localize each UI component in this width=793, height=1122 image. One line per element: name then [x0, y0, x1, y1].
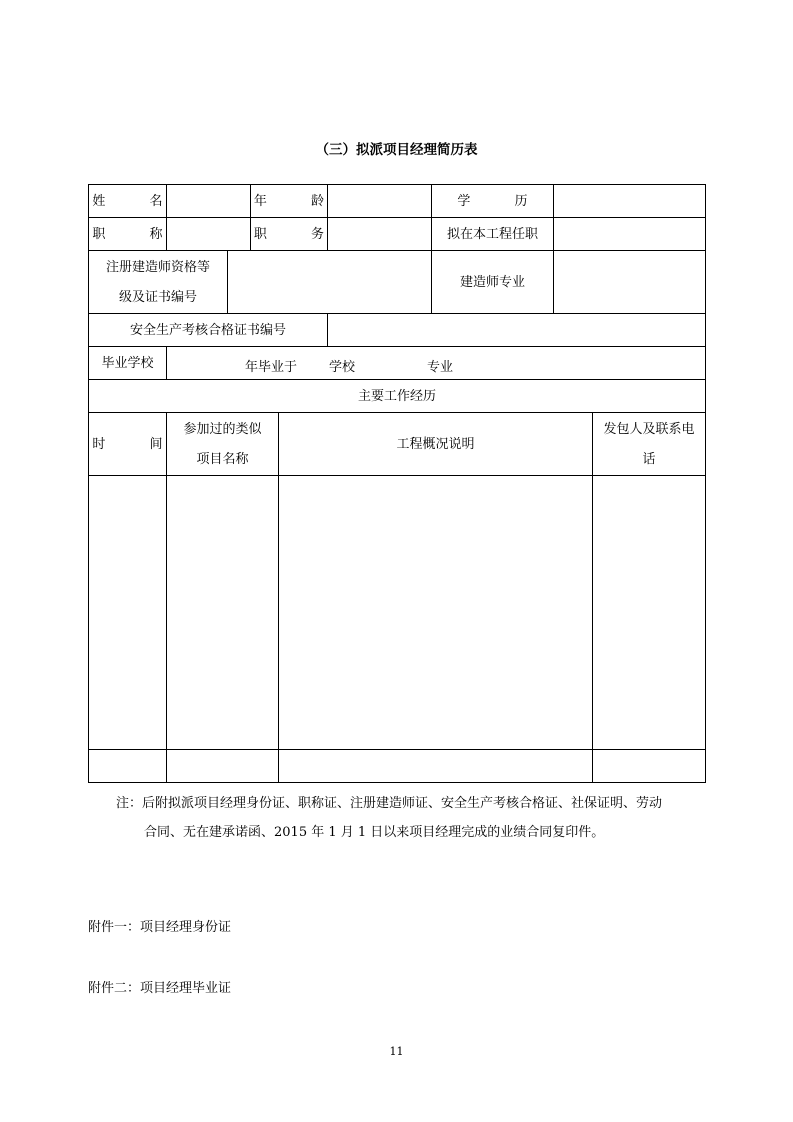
name-field[interactable]: [167, 185, 250, 217]
builder-cert-label: 注册建造师资格等 级及证书编号: [105, 260, 210, 305]
position-label: 拟在本工程任职: [446, 226, 538, 242]
work-history-header: 主要工作经历: [357, 388, 436, 404]
history-project-field-extra[interactable]: [167, 750, 278, 782]
attachment-2: 附件二：项目经理毕业证: [88, 981, 232, 996]
graduation-year-text: 年毕业于: [245, 360, 298, 375]
age-field[interactable]: [328, 185, 431, 217]
history-time-header: 时 间: [92, 436, 183, 452]
history-description-field[interactable]: [279, 476, 592, 749]
duty-field[interactable]: [328, 218, 431, 250]
builder-cert-field[interactable]: [228, 251, 431, 313]
age-label: 年 龄: [253, 193, 345, 209]
duty-label: 职 务: [253, 226, 345, 242]
history-contractor-field-extra[interactable]: [593, 750, 705, 782]
builder-specialty-label: 建造师专业: [459, 274, 525, 290]
school-word-text: 学校: [329, 360, 356, 375]
title-label: 职 称: [92, 226, 183, 242]
title-field[interactable]: [167, 218, 250, 250]
history-description-header: 工程概况说明: [396, 436, 475, 452]
major-word-text: 专业: [427, 360, 454, 375]
position-field[interactable]: [554, 218, 705, 250]
education-field[interactable]: [554, 185, 705, 217]
history-contractor-header: 发包人及联系电 话: [603, 422, 695, 467]
safety-cert-field[interactable]: [328, 314, 705, 346]
history-description-field-extra[interactable]: [279, 750, 592, 782]
history-contractor-field[interactable]: [593, 476, 705, 749]
page-title: （三）拟派项目经理简历表: [315, 142, 478, 158]
builder-specialty-field[interactable]: [554, 251, 705, 313]
page-number: 11: [389, 1045, 404, 1058]
school-label: 毕业学校: [101, 355, 154, 371]
note-line-2: 合同、无在建承诺函、2015 年 1 月 1 日以来项目经理完成的业绩合同复印件。: [144, 825, 605, 840]
note-line-1: 注：后附拟派项目经理身份证、职称证、注册建造师证、安全生产考核合格证、社保证明、劳动: [116, 796, 663, 811]
education-label: 学 历: [457, 193, 548, 209]
history-project-header: 参加过的类似 项目名称: [183, 422, 262, 467]
history-project-field[interactable]: [167, 476, 278, 749]
history-time-field[interactable]: [89, 476, 166, 749]
name-label: 姓 名: [92, 193, 183, 209]
history-time-field-extra[interactable]: [89, 750, 166, 782]
attachment-1: 附件一：项目经理身份证: [88, 920, 232, 935]
safety-cert-label: 安全生产考核合格证书编号: [129, 322, 286, 338]
